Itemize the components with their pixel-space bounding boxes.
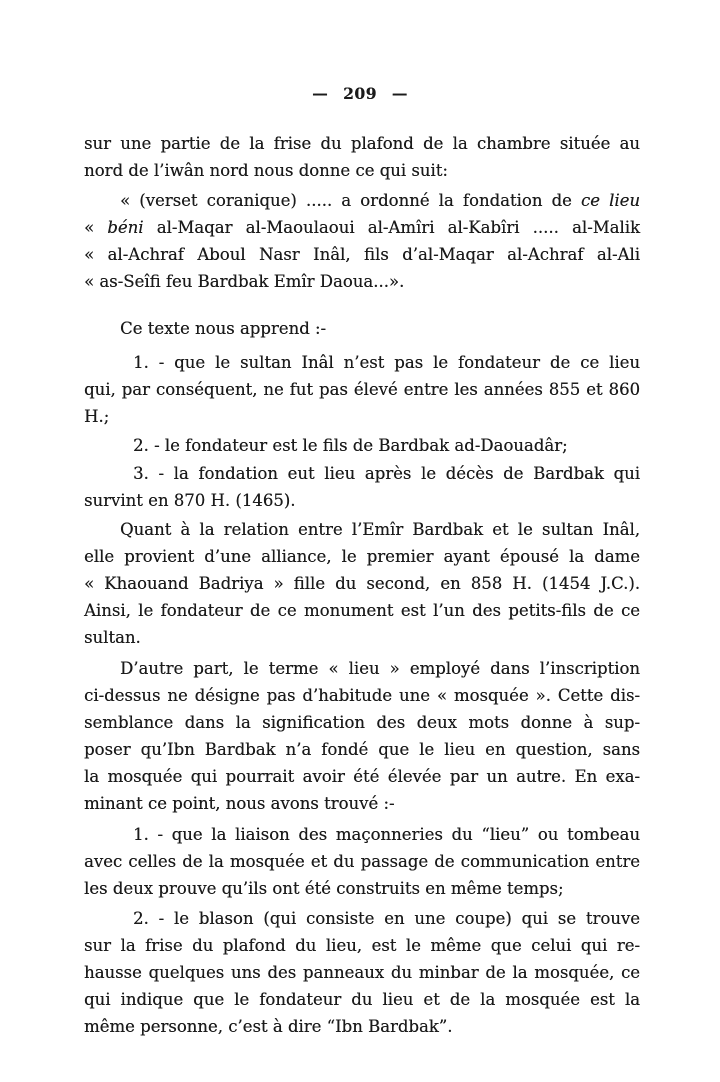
text-line — [84, 875, 640, 902]
text-line — [84, 432, 640, 459]
text-line — [84, 736, 640, 763]
text-segment: même personne, c’est à dire “Ibn Bardbak”. — [84, 1017, 453, 1036]
italic-text: béni — [107, 218, 144, 237]
text-segment: sur la frise du plafond du lieu, est le même que celui qui re- — [84, 936, 640, 955]
paragraph-body-continuation — [84, 130, 640, 184]
text-line — [84, 349, 640, 376]
text-line — [84, 905, 640, 932]
text-segment: qui indique que le fondateur du lieu et de la mosquée est la — [84, 990, 640, 1009]
text-line — [84, 543, 640, 570]
text-line — [84, 315, 640, 342]
text-line — [84, 597, 640, 624]
text-line — [84, 130, 640, 157]
text-line — [84, 682, 640, 709]
text-segment: Quant à la relation entre l’Emîr Bardbak et le sultan Inâl, — [120, 520, 640, 539]
text-segment: sultan. — [84, 628, 141, 647]
text-line — [84, 848, 640, 875]
text-line — [84, 763, 640, 790]
italic-text: ce lieu — [580, 191, 640, 210]
text-segment: 1. - que le sultan Inâl n’est pas le fondateur de ce lieu — [133, 353, 640, 372]
text-segment: hausse quelques uns des panneaux du minbar de la mosquée, ce — [84, 963, 640, 982]
text-segment: semblance dans la signification des deux mots donne à sup- — [84, 713, 640, 732]
text-line — [84, 460, 640, 487]
text-line — [84, 959, 640, 986]
paragraph-quotation — [84, 187, 640, 295]
text-segment: ci-dessus ne désigne pas d’habitude une « mosquée ». Cette dis- — [84, 686, 640, 705]
text-segment: al-Maqar al-Maoulaoui al-Amîri al-Kabîri ..... al-Malik — [143, 218, 640, 237]
text-segment: Ce texte nous apprend :- — [120, 319, 327, 338]
text-segment: avec celles de la mosquée et du passage de communication entre — [84, 852, 640, 871]
text-line — [84, 214, 640, 241]
text-segment: survint en 870 H. (1465). — [84, 491, 296, 510]
text-line — [84, 268, 640, 295]
text-segment: elle provient d’une alliance, le premier ayant épousé la dame — [84, 547, 640, 566]
text-segment: 1. - que la liaison des maçonneries du “lieu” ou tombeau — [133, 825, 640, 844]
text-line — [84, 487, 640, 514]
text-segment: Ainsi, le fondateur de ce monument est l’un des petits-fils de ce — [84, 601, 640, 620]
text-line — [84, 1013, 640, 1040]
text-segment: minant ce point, nous avons trouvé :- — [84, 794, 395, 813]
text-line — [84, 403, 640, 430]
text-segment: poser qu’Ibn Bardbak n’a fondé que le lieu en question, sans — [84, 740, 640, 759]
paragraph-numbered-item — [84, 349, 640, 430]
paragraph-numbered-item — [84, 460, 640, 514]
text-segment: les deux prouve qu’ils ont été construits en même temps; — [84, 879, 564, 898]
text-line — [84, 570, 640, 597]
text-segment: 3. - la fondation eut lieu après le décès de Bardbak qui — [133, 464, 640, 483]
text-segment: « al-Achraf Aboul Nasr Inâl, fils d’al-Maqar al-Achraf al-Ali — [84, 245, 640, 264]
text-segment: H.; — [84, 407, 110, 426]
text-line — [84, 790, 640, 817]
text-line — [84, 709, 640, 736]
text-segment: « — [84, 218, 108, 237]
text-segment: D’autre part, le terme « lieu » employé dans l’inscription — [120, 659, 640, 678]
text-line — [84, 516, 640, 543]
paragraph-body — [84, 315, 640, 342]
paragraph-body — [84, 516, 640, 651]
page-text-block — [84, 130, 640, 1040]
text-segment: « (verset coranique) ..... a ordonné la fondation de — [120, 191, 581, 210]
text-line — [84, 655, 640, 682]
text-segment: nord de l’iwân nord nous donne ce qui suit: — [84, 161, 448, 180]
text-segment: 2. - le fondateur est le fils de Bardbak ad-Daouadâr; — [133, 436, 568, 455]
text-line — [84, 241, 640, 268]
text-segment: sur une partie de la frise du plafond de la chambre située au — [84, 134, 640, 153]
text-segment: 2. - le blason (qui consiste en une coupe) qui se trouve — [133, 909, 640, 928]
text-line — [84, 624, 640, 651]
text-line — [84, 821, 640, 848]
text-segment: « Khaouand Badriya » fille du second, en 858 H. (1454 J.C.). — [84, 574, 640, 593]
text-line — [84, 932, 640, 959]
text-segment: « as-Seîfi feu Bardbak Emîr Daoua...». — [84, 272, 405, 291]
paragraph-body — [84, 655, 640, 817]
page-number-header: — 209 — — [312, 84, 408, 103]
text-line — [84, 986, 640, 1013]
paragraph-numbered-item — [84, 432, 640, 459]
paragraph-numbered-item — [84, 905, 640, 1040]
paragraph-numbered-item — [84, 821, 640, 902]
text-line — [84, 187, 640, 214]
text-line — [84, 157, 640, 184]
text-line — [84, 376, 640, 403]
text-segment: qui, par conséquent, ne fut pas élevé entre les années 855 et 860 — [84, 380, 640, 399]
text-segment: la mosquée qui pourrait avoir été élevée par un autre. En exa- — [84, 767, 640, 786]
